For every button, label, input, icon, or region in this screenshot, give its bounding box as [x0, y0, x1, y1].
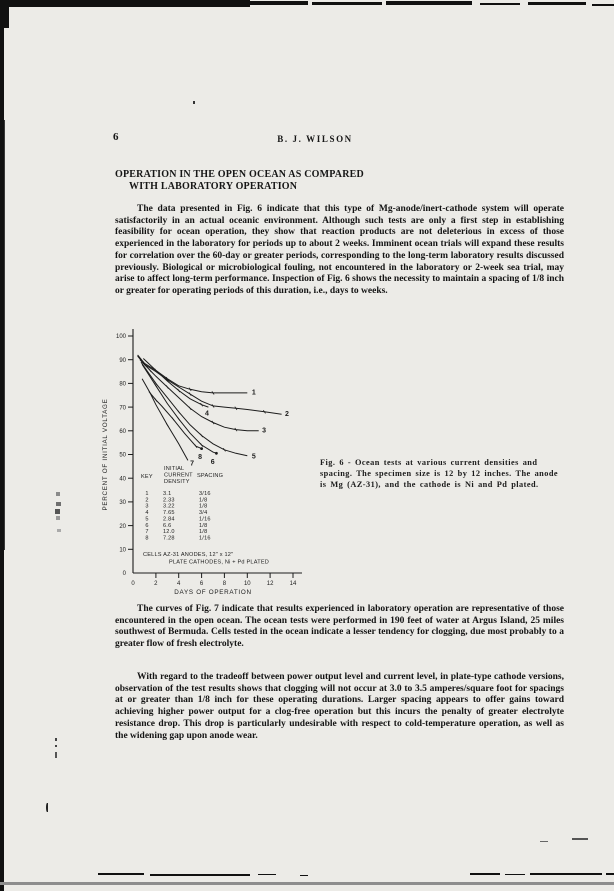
paragraph-1: The data presented in Fig. 6 indicate that this type of Mg-anode/inert-cathode system will operate satisfactorily in an actual oceanic environment. Although such tests are only a first step in establishing feasibility for ocean operation, they show that reaction products are not deleterious in excess of those experienced in the laboratory for periods up to about 2 weeks. Imminent ocean trials will expand these results for correlation over the 60-day or greater periods, corresponding to the long-term laboratory results discussed previously. Biological or microbiological fouling, not encountered in the laboratory or 2-week sea trial, may arise to affect long-term performance. Inspection of Fig. 6 shows the necessity to maintain a spacing of 1/8 inch or greater for operating periods of this duration, i.e., days to weeks. — [115, 204, 564, 296]
svg-text:4: 4 — [177, 581, 181, 587]
svg-text:4: 4 — [205, 410, 209, 418]
svg-text:60: 60 — [119, 429, 126, 435]
svg-text:1/16: 1/16 — [199, 535, 211, 542]
scan-edge-bottom — [505, 874, 525, 875]
svg-text:6.6: 6.6 — [163, 522, 172, 529]
svg-text:0: 0 — [131, 581, 135, 587]
scan-speck — [56, 502, 61, 506]
svg-text:3: 3 — [145, 503, 149, 510]
paragraph-2: The curves of Fig. 7 indicate that results experienced in laboratory operation are representative of those encountered in the open ocean. The ocean tests were performed in 190 feet of water at Argus Island, 25 miles southwest of Bermuda. Cells tested in the ocean indicate a lesser tendency for clogging, due most probably to a greater flow of fresh electrolyte. — [115, 604, 564, 650]
svg-text:12: 12 — [266, 581, 274, 587]
svg-text:CURRENT: CURRENT — [164, 472, 193, 479]
svg-text:KEY: KEY — [141, 474, 153, 480]
figure-6-caption: Fig. 6 - Ocean tests at various current densities and spacing. The specimen size is 12 by 12 inches. The anode is Mg (AZ-31), and the cathode is Ni and Pd plated. — [320, 458, 559, 490]
svg-text:8: 8 — [145, 535, 149, 542]
scan-speck — [56, 492, 60, 496]
svg-text:70: 70 — [119, 405, 126, 412]
svg-text:14: 14 — [289, 581, 297, 587]
scan-speck — [46, 803, 48, 812]
section-heading — [115, 169, 564, 193]
section-heading-line1: OPERATION IN THE OPEN OCEAN AS COMPARED — [115, 169, 364, 180]
svg-text:6: 6 — [210, 459, 215, 466]
svg-text:6: 6 — [145, 522, 149, 529]
svg-text:100: 100 — [115, 334, 126, 341]
svg-text:1: 1 — [145, 491, 149, 497]
svg-text:5: 5 — [145, 516, 149, 523]
svg-text:1/16: 1/16 — [199, 516, 211, 523]
running-head: B. J. WILSON — [277, 134, 353, 144]
scan-speck — [540, 841, 548, 842]
scan-edge-bottom — [530, 873, 602, 875]
svg-text:30: 30 — [119, 500, 126, 507]
scan-edge-top — [480, 3, 520, 5]
scan-speck — [572, 838, 588, 840]
svg-text:10: 10 — [243, 581, 251, 587]
svg-text:8: 8 — [198, 454, 203, 462]
scan-edge-left — [4, 120, 5, 550]
scan-speck — [55, 745, 57, 747]
scan-speck — [57, 529, 61, 532]
svg-text:80: 80 — [119, 381, 126, 388]
svg-text:8: 8 — [222, 581, 227, 587]
page-number: 6 — [113, 131, 119, 143]
svg-text:2: 2 — [154, 581, 158, 587]
svg-text:5: 5 — [251, 453, 256, 461]
scan-speck — [55, 738, 57, 741]
scan-edge-top — [248, 1, 308, 5]
svg-text:1/8: 1/8 — [199, 529, 208, 536]
svg-text:3/16: 3/16 — [199, 491, 211, 497]
svg-text:3: 3 — [262, 427, 267, 435]
figure-6-chart — [88, 322, 338, 622]
scan-edge-top — [0, 0, 250, 7]
svg-text:1/8: 1/8 — [199, 522, 208, 529]
svg-text:DAYS OF OPERATION: DAYS OF OPERATION — [174, 589, 252, 596]
scan-edge-top — [386, 1, 472, 5]
svg-text:PERCENT OF INITIAL VOLTAGE: PERCENT OF INITIAL VOLTAGE — [102, 398, 109, 511]
scan-edge-top — [528, 2, 586, 5]
scan-edge-bottom-gray — [0, 882, 614, 885]
svg-text:50: 50 — [119, 452, 126, 459]
scan-speck — [55, 509, 60, 514]
svg-text:1/8: 1/8 — [199, 497, 208, 504]
svg-text:7: 7 — [190, 460, 195, 468]
svg-text:SPACING: SPACING — [197, 473, 224, 479]
svg-text:2: 2 — [285, 410, 289, 418]
scan-speck — [55, 752, 57, 758]
svg-text:2: 2 — [145, 497, 149, 504]
scan-edge-bottom — [258, 874, 276, 875]
svg-text:3.22: 3.22 — [163, 503, 175, 510]
svg-text:1/8: 1/8 — [199, 503, 208, 510]
svg-text:CELLS AZ-31 ANODES, 12" x 12": CELLS AZ-31 ANODES, 12" x 12" — [143, 552, 234, 558]
svg-text:12.0: 12.0 — [163, 529, 175, 536]
svg-text:4: 4 — [145, 510, 149, 517]
svg-text:6: 6 — [199, 581, 204, 587]
scan-speck — [193, 101, 195, 104]
scan-speck — [56, 516, 60, 520]
svg-text:7.65: 7.65 — [163, 510, 175, 517]
paragraph-3: With regard to the tradeoff between power output level and current level, in plate-type cathode versions, observation of the test results shows that clogging will not occur at 3.0 to 3.5 amperes/square foot for spacings at or greater than 1/8 inch for these operating durations. Larger spacing appears to offer gains toward achieving higher power output for a clog-free operation but this incurs the penalty of greater electrolyte resistance drop. This drop is particularly undesirable with respect to cold-temperature operation, as well as the widening gap upon anode wear. — [115, 672, 564, 741]
svg-text:3/4: 3/4 — [199, 510, 208, 517]
svg-text:90: 90 — [119, 357, 126, 364]
scan-edge-bottom — [300, 875, 308, 876]
svg-text:40: 40 — [119, 476, 126, 483]
scan-edge-bottom — [98, 873, 144, 875]
svg-text:1: 1 — [251, 389, 256, 397]
svg-text:0: 0 — [122, 571, 126, 578]
svg-text:10: 10 — [119, 547, 126, 554]
svg-text:PLATE CATHODES, Ni + Pd PLATED: PLATE CATHODES, Ni + Pd PLATED — [169, 559, 270, 566]
svg-text:20: 20 — [119, 523, 126, 530]
svg-text:INITIAL: INITIAL — [164, 466, 185, 472]
scan-edge-top — [312, 2, 382, 5]
svg-text:7: 7 — [145, 529, 149, 536]
section-heading-line2: WITH LABORATORY OPERATION — [129, 180, 298, 192]
svg-text:3.1: 3.1 — [163, 491, 172, 497]
scan-edge-bottom — [606, 873, 614, 875]
svg-text:DENSITY: DENSITY — [164, 479, 190, 486]
svg-text:2.33: 2.33 — [163, 497, 175, 504]
svg-text:7.28: 7.28 — [163, 535, 175, 542]
svg-text:2.84: 2.84 — [163, 516, 175, 523]
scan-edge-bottom — [470, 873, 500, 875]
scan-edge-bottom — [150, 874, 250, 876]
scan-edge-top — [592, 4, 614, 6]
